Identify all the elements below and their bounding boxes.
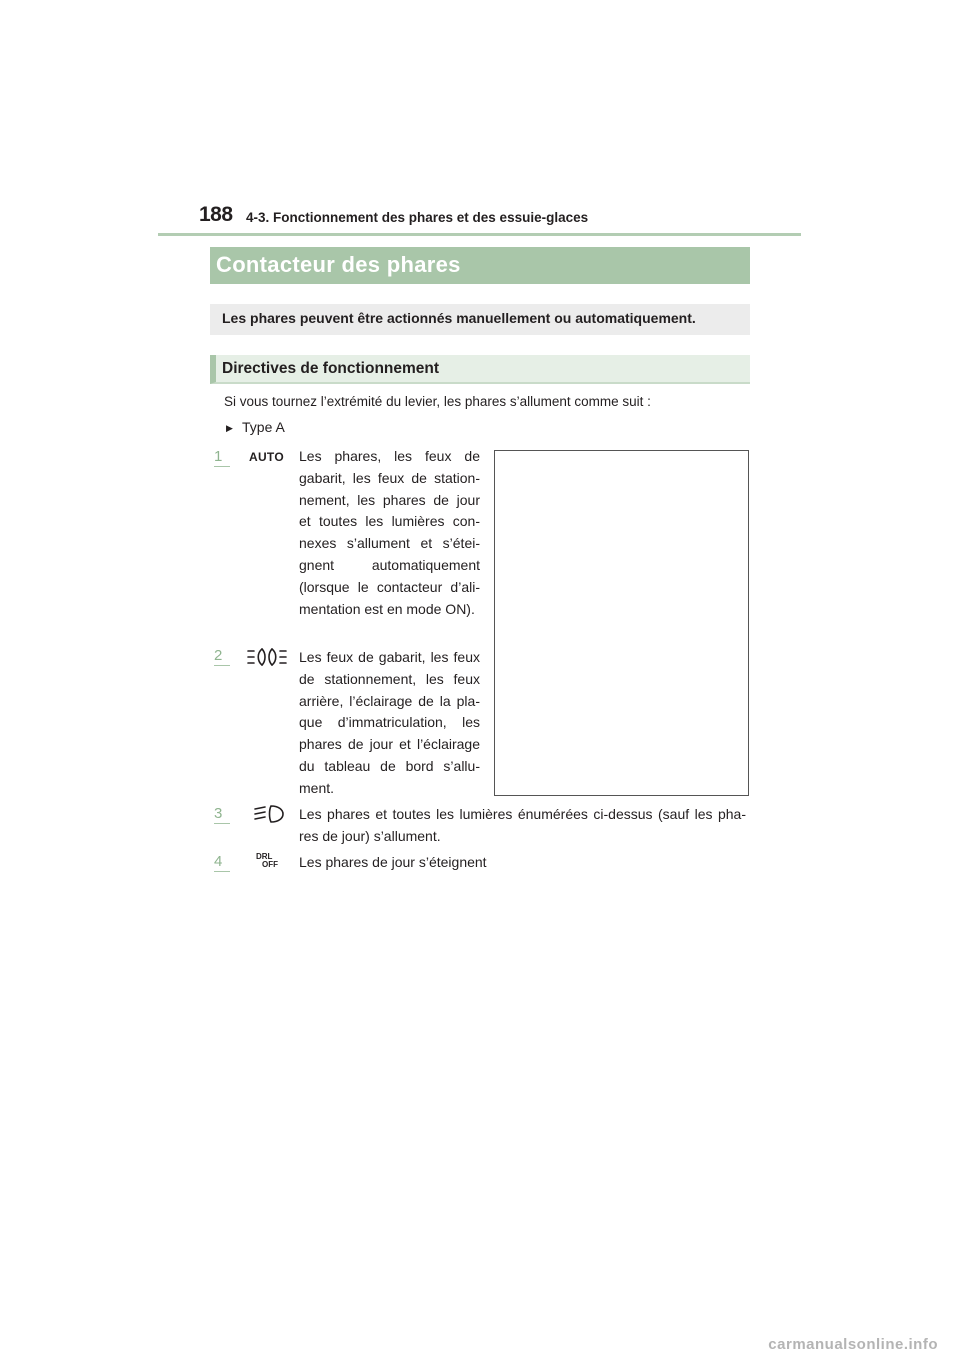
- page-title: Contacteur des phares: [216, 252, 461, 277]
- item-description: Les phares de jour s’éteignent: [299, 854, 487, 870]
- header-divider: [158, 233, 801, 236]
- triangle-bullet-icon: ▶: [226, 423, 233, 433]
- item-description: Les phares et toutes les lumières énumérées ci-dessus (sauf les pha-res de jour) s’allument.: [299, 806, 746, 844]
- drl-off-icon: DRL OFF: [256, 852, 278, 869]
- footer-watermark: carmanualsonline.info: [768, 1336, 938, 1353]
- subheading: Directives de fonctionnement: [222, 360, 440, 377]
- auto-icon: AUTO: [249, 450, 284, 464]
- item-number: 3: [214, 805, 232, 823]
- type-label: Type A: [242, 419, 285, 435]
- item-description: Les feux de gabarit, les feux de stationnement, les feux arrière, l’éclairage de la pla-que d’immatriculation, les phares de jour et l’éclairage du tableau de bord s’allu-ment.: [299, 649, 480, 796]
- parking-lights-icon: [247, 647, 287, 672]
- item-number: 4: [214, 853, 232, 871]
- item-number: 2: [214, 647, 232, 665]
- item-number: 1: [214, 448, 232, 466]
- intro-text: Les phares peuvent être actionnés manuellement ou automatiquement.: [222, 310, 696, 326]
- section-title: 4-3. Fonctionnement des phares et des essuie-glaces: [246, 210, 589, 225]
- headlight-icon: [253, 804, 285, 829]
- illustration-frame: [494, 450, 749, 796]
- item-description: Les phares, les feux de gabarit, les feux de station-nement, les phares de jour et toutes les lumières con-nexes s’allument et s’étei-gnent automatiquement (lorsque le contacteur d’ali-mentation est en mode ON).: [299, 448, 480, 617]
- page-number: 188: [199, 203, 233, 226]
- lead-text: Si vous tournez l’extrémité du levier, les phares s’allument comme suit :: [224, 394, 651, 409]
